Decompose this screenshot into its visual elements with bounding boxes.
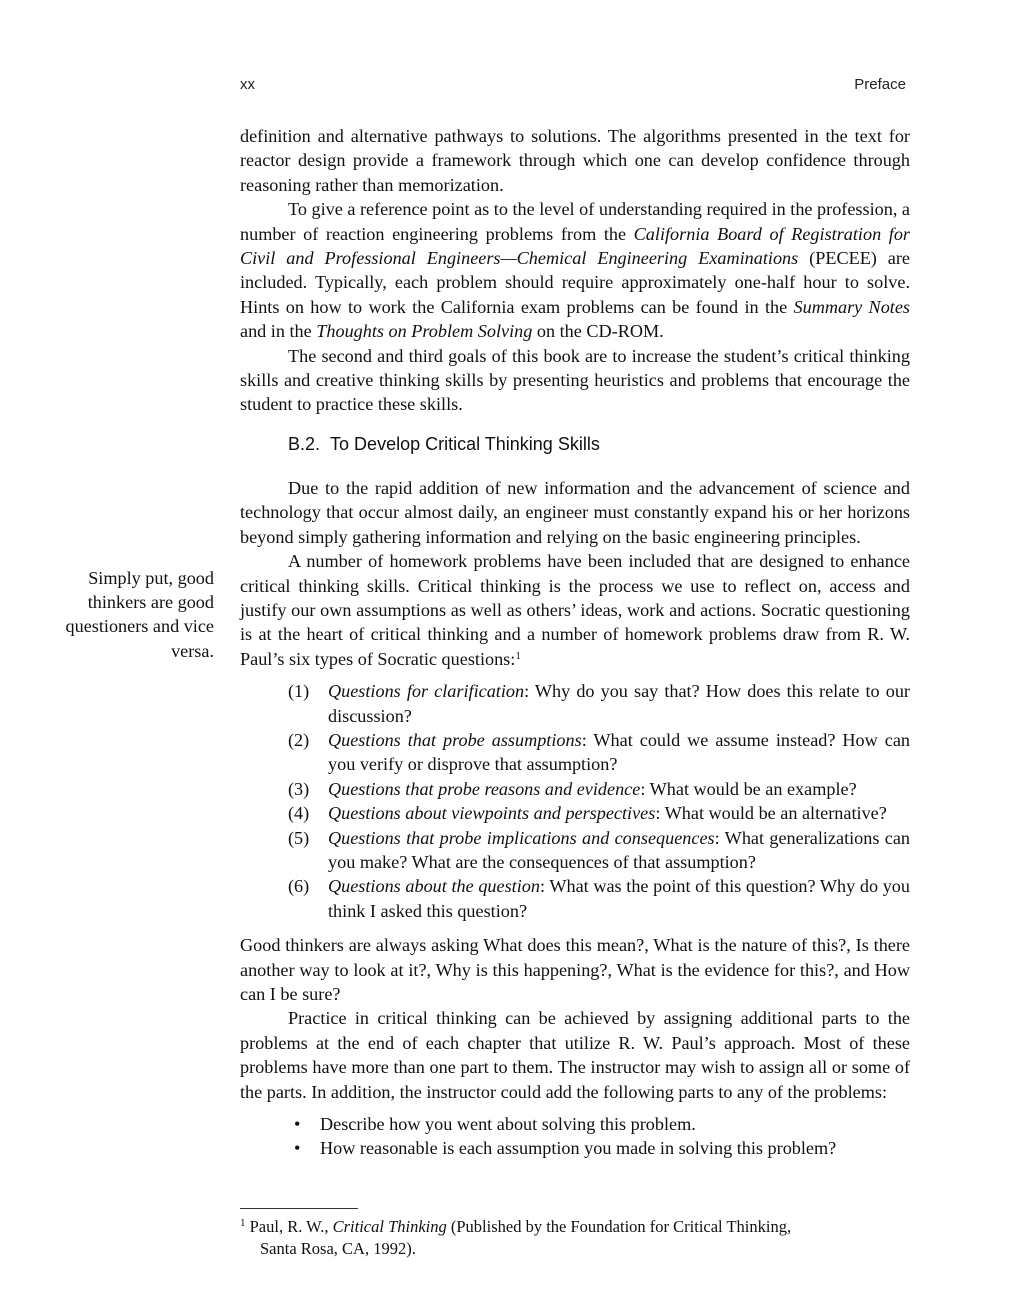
- running-head-title: Preface: [854, 76, 906, 93]
- bullet-list: [292, 1112, 910, 1161]
- closing-text: [240, 933, 910, 1161]
- paragraph: Practice in critical thinking can be achieved by assigning additional parts to the problems at the end of each chapter that utilize R. W. Paul’s approach. Most of these problems have more than one part to them. The instructor may wish to assign all or some of the parts. In addition, the instructor could add the following parts to any of the problems:: [240, 1008, 910, 1102]
- paragraph: Due to the rapid addition of new information and the advancement of science and technology that occur almost daily, an engineer must constantly expand his or her horizons beyond simply gathering information and relying on the basic engineering principles.: [240, 477, 910, 547]
- list-item: (2) Questions that probe assumptions: What could we assume instead? How can you verify or disprove that assumption?: [288, 729, 910, 775]
- section-heading: [288, 432, 910, 456]
- socratic-questions-list: [288, 679, 910, 923]
- paragraph: definition and alternative pathways to solutions. The algorithms presented in the text for reactor design provide a framework through which one can develop confidence through reasoning rather than memorization.: [240, 126, 910, 195]
- section-body: [240, 476, 910, 923]
- paragraph: A number of homework problems have been included that are designed to enhance critical thinking skills. Critical thinking is the process we use to reflect on, access and justify our own assumptions as well as others’ ideas, work and actions. Socratic questioning is at the heart of critical thinking and a number of homework problems draw from R. W. Paul’s six types of Socratic questions:$^1$: [240, 551, 910, 669]
- list-item: (1) Questions for clarification: Why do you say that? How does this relate to our discussion?: [288, 681, 910, 726]
- paragraph: Good thinkers are always asking What does this mean?, What is the nature of this?, Is there another way to look at it?, Why is this happening?, What is the evidence for this?, and How can I be sure?: [240, 935, 910, 1004]
- footnote-reference: 1: [515, 649, 521, 662]
- list-item: (3) Questions that probe reasons and evidence: What would be an example?: [288, 778, 857, 799]
- list-item: (5) Questions that probe implications and consequences: What generalizations can you make? What are the consequences of that assumption?: [288, 827, 911, 872]
- paragraph: To give a reference point as to the level of understanding required in the profession, a number of reaction engineering problems from the California Board of Registration for Civil and Professional Engineers—Chemical Engineering Examinations (PECEE) are included. Typically, each problem should require approximately one-half hour to solve. Hints on how to work the California exam problems can be found in the Summary Notes and in the Thoughts on Problem Solving on the CD-ROM.: [240, 199, 911, 342]
- body-text: [240, 124, 910, 1161]
- footnote-mark: 1: [240, 1217, 246, 1229]
- page-number: xx: [240, 76, 255, 93]
- list-item: (6) Questions about the question: What was the point of this question? Why do you think I asked this question?: [288, 876, 910, 921]
- margin-note: Simply put, good thinkers are good questioners and vice versa.: [65, 568, 214, 661]
- footnote-divider: [240, 1208, 358, 1209]
- bullet-icon: •: [294, 1138, 301, 1159]
- section-title: To Develop Critical Thinking Skills: [330, 433, 600, 454]
- bullet-icon: •: [294, 1114, 301, 1135]
- list-item: • Describe how you went about solving this problem.: [292, 1112, 910, 1136]
- footnote: $^1$ Paul, R. W., Critical Thinking (Published by the Foundation for Critical Thinking, Santa Rosa, CA, 1992).: [240, 1217, 792, 1258]
- section-number: B.2.: [288, 433, 321, 454]
- paragraph: The second and third goals of this book are to increase the student’s critical thinking skills and creative thinking skills by presenting heuristics and problems that encourage the student to practice these skills.: [240, 345, 910, 415]
- list-item: (4) Questions about viewpoints and perspectives: What would be an alternative?: [288, 803, 887, 824]
- running-head: [240, 76, 906, 96]
- list-item: • How reasonable is each assumption you made in solving this problem?: [292, 1136, 910, 1160]
